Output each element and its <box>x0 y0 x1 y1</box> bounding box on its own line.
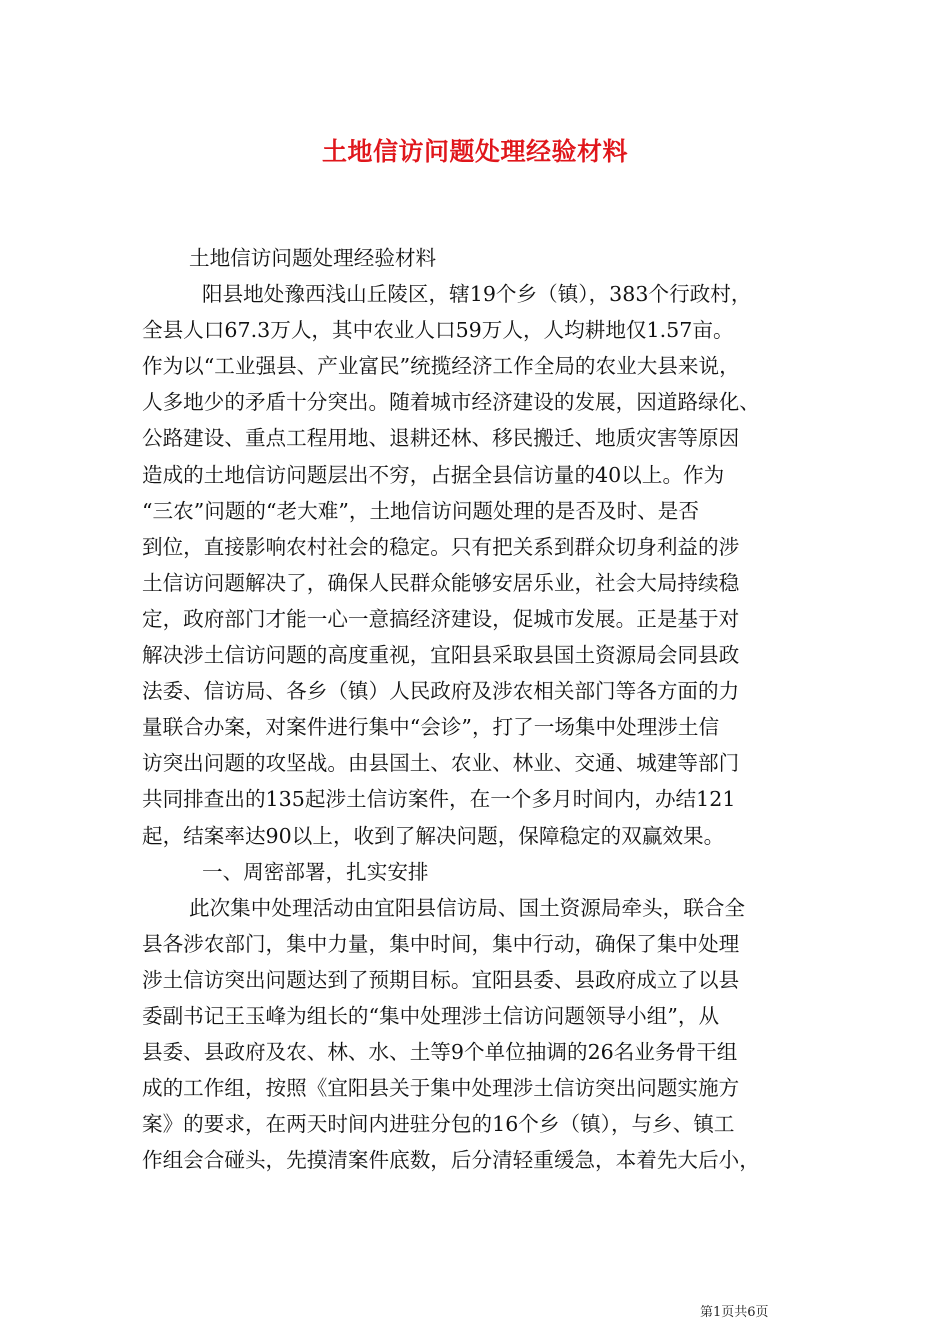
body-line: 委副书记王玉峰为组长的“集中处理涉土信访问题领导小组”，从 <box>142 1003 720 1028</box>
body-line: 案》的要求，在两天时间内进驻分包的16个乡（镇），与乡、镇工 <box>142 1112 735 1137</box>
body-line: 作组会合碰头，先摸清案件底数，后分清轻重缓急，本着先大后小， <box>142 1148 760 1173</box>
document-body <box>142 240 810 1178</box>
body-line: 阳县地处豫西浅山丘陵区，辖19个乡（镇），383个行政村， <box>202 282 752 307</box>
body-line: 共同排查出的135起涉土信访案件，在一个多月时间内，办结121 <box>142 787 736 812</box>
body-line: 访突出问题的攻坚战。由县国土、农业、林业、交通、城建等部门 <box>142 751 740 776</box>
body-line: 公路建设、重点工程用地、退耕还林、移民搬迁、地质灾害等原因 <box>142 426 740 451</box>
body-line: 县各涉农部门，集中力量，集中时间，集中行动，确保了集中处理 <box>142 931 740 956</box>
body-line: 定，政府部门才能一心一意搞经济建设，促城市发展。正是基于对 <box>142 606 740 631</box>
body-line: 成的工作组，按照《宜阳县关于集中处理涉土信访突出问题实施方 <box>142 1076 740 1101</box>
section-heading: 一、周密部署，扎实安排 <box>202 859 429 884</box>
body-line: 作为以“工业强县、产业富民”统揽经济工作全局的农业大县来说， <box>142 354 740 379</box>
page-number: 第1页共6页 <box>700 1305 769 1320</box>
body-line: 解决涉土信访问题的高度重视，宜阳县采取县国土资源局会同县政 <box>142 643 740 668</box>
body-line: 土地信访问题处理经验材料 <box>189 246 437 270</box>
document-title: 土地信访问题处理经验材料 <box>321 137 628 166</box>
body-line: 到位，直接影响农村社会的稳定。只有把关系到群众切身利益的涉 <box>142 534 740 559</box>
body-line: 土信访问题解决了，确保人民群众能够安居乐业，社会大局持续稳 <box>142 570 740 595</box>
body-line: 县委、县政府及农、林、水、土等9个单位抽调的26名业务骨干组 <box>142 1040 738 1065</box>
body-line: 人多地少的矛盾十分突出。随着城市经济建设的发展，因道路绿化、 <box>142 390 760 415</box>
body-line: “三农”问题的“老大难”，土地信访问题处理的是否及时、是否 <box>142 498 699 523</box>
body-line: 此次集中处理活动由宜阳县信访局、国土资源局牵头，联合全 <box>189 895 746 920</box>
body-line: 量联合办案，对案件进行集中“会诊”，打了一场集中处理涉土信 <box>142 715 720 740</box>
body-line: 法委、信访局、各乡（镇）人民政府及涉农相关部门等各方面的力 <box>142 679 740 704</box>
body-line: 涉土信访突出问题达到了预期目标。宜阳县委、县政府成立了以县 <box>142 967 740 992</box>
body-line: 造成的土地信访问题层出不穷，占据全县信访量的40以上。作为 <box>142 462 725 487</box>
body-line: 起，结案率达90以上，收到了解决问题，保障稳定的双赢效果。 <box>142 823 725 848</box>
body-line: 全县人口67.3万人，其中农业人口59万人，人均耕地仅1.57亩。 <box>142 318 734 343</box>
